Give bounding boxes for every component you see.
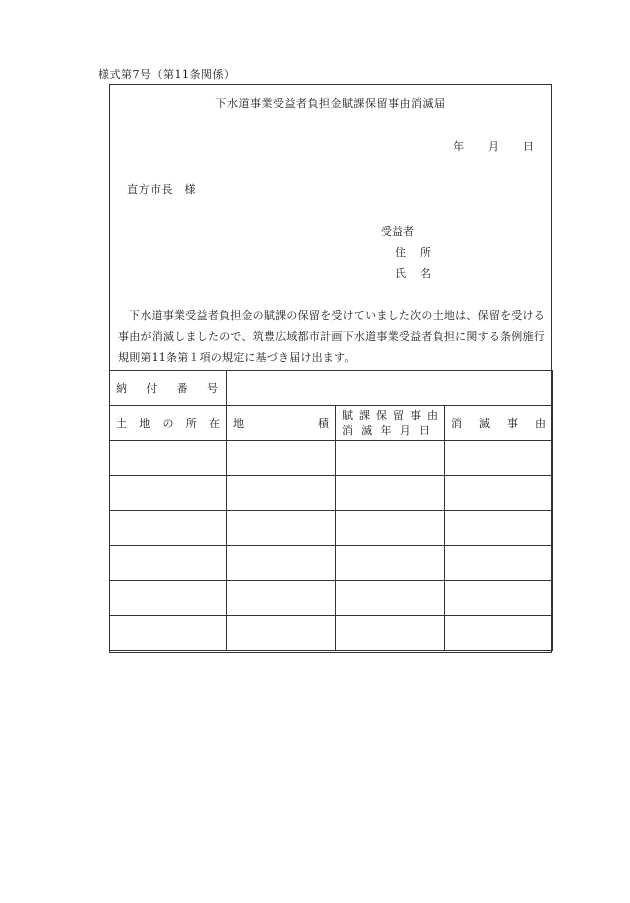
location-cell[interactable] <box>110 616 227 651</box>
table-row <box>110 511 553 546</box>
land-table <box>109 370 553 651</box>
form-title: 下水道事業受益者負担金賦課保留事由消滅届 <box>215 97 446 110</box>
reason-cell[interactable] <box>445 441 553 476</box>
beneficiary-block <box>381 221 431 284</box>
header-area: 地 積 <box>227 406 336 441</box>
date-cell[interactable] <box>336 476 445 511</box>
name-label: 氏 名 <box>395 267 431 280</box>
form-frame <box>109 84 552 653</box>
date-cell[interactable] <box>336 546 445 581</box>
location-cell[interactable] <box>110 476 227 511</box>
table-row <box>110 581 553 616</box>
reason-cell[interactable] <box>445 616 553 651</box>
area-cell[interactable] <box>227 441 336 476</box>
table-row <box>110 616 553 651</box>
date-line <box>453 138 534 154</box>
area-cell[interactable] <box>227 546 336 581</box>
declaration-text: 下水道事業受益者負担金の賦課の保留を受けていました次の土地は、保留を受ける事由が消滅しましたので、筑豊広域都市計画下水道事業受益者負担に関する条例施行規則第11条第１項の規定に基づき届け出ます。 <box>118 309 545 364</box>
payment-number-label: 納 付 番 号 <box>110 371 227 406</box>
payment-number-row <box>110 371 553 406</box>
date-cell[interactable] <box>336 616 445 651</box>
date-cell[interactable] <box>336 581 445 616</box>
reason-cell[interactable] <box>445 476 553 511</box>
addressee: 直方市長 様 <box>127 183 196 196</box>
beneficiary-label: 受益者 <box>381 225 414 238</box>
reason-cell[interactable] <box>445 511 553 546</box>
header-reason: 消 滅 事 由 <box>445 406 553 441</box>
location-cell[interactable] <box>110 511 227 546</box>
date-cell[interactable] <box>336 441 445 476</box>
date-year-label: 年 <box>453 140 464 153</box>
location-cell[interactable] <box>110 441 227 476</box>
date-month-label: 月 <box>488 140 499 153</box>
address-label: 住 所 <box>395 246 431 259</box>
area-cell[interactable] <box>227 616 336 651</box>
form-number: 様式第7号（第11条関係） <box>98 68 236 81</box>
payment-number-field[interactable] <box>227 371 553 406</box>
area-cell[interactable] <box>227 581 336 616</box>
reason-cell[interactable] <box>445 546 553 581</box>
date-day-label: 日 <box>523 140 534 153</box>
header-location: 土 地 の 所 在 <box>110 406 227 441</box>
table-row <box>110 476 553 511</box>
header-suspension-date: 賦 課 保 留 事 由 消 滅 年 月 日 <box>336 406 445 441</box>
reason-cell[interactable] <box>445 581 553 616</box>
area-cell[interactable] <box>227 511 336 546</box>
area-cell[interactable] <box>227 476 336 511</box>
location-cell[interactable] <box>110 581 227 616</box>
table-row <box>110 546 553 581</box>
table-row <box>110 441 553 476</box>
header-row <box>110 406 553 441</box>
date-cell[interactable] <box>336 511 445 546</box>
location-cell[interactable] <box>110 546 227 581</box>
